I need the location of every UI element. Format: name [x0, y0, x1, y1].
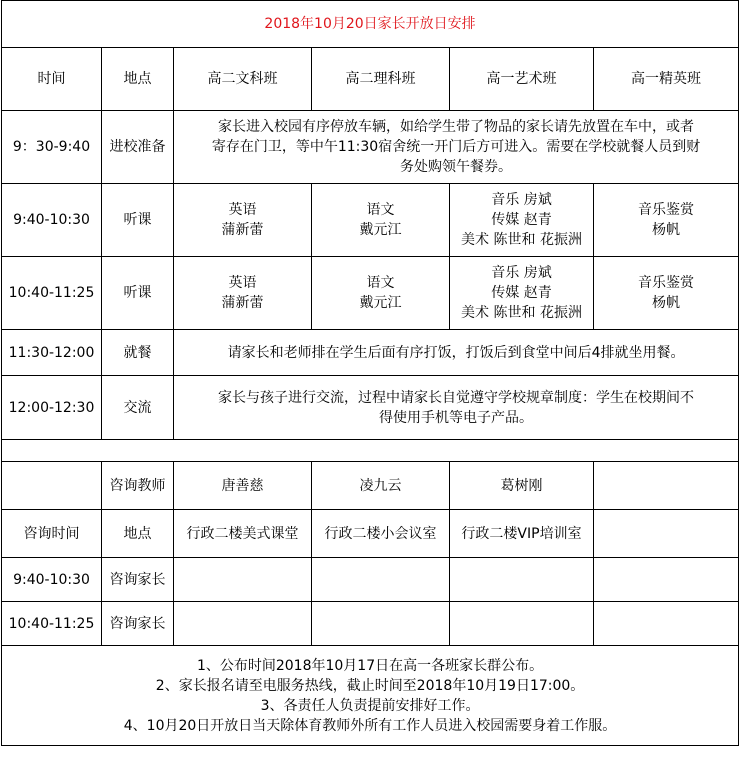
consult-teacher-label: 咨询教师 — [102, 462, 174, 510]
header-time: 时间 — [2, 48, 102, 111]
class1-art-line-1: 音乐 房斌 — [491, 192, 552, 208]
class2-subject-2: 语文 — [366, 275, 395, 291]
class2-subject-1: 英语 — [228, 275, 257, 291]
exchange-time: 12:00-12:30 — [2, 376, 102, 440]
class2-cell-4 — [594, 257, 739, 330]
class2-teacher-2: 戴元江 — [359, 295, 402, 311]
lunch-time: 11:30-12:00 — [2, 330, 102, 376]
class1-teacher-4: 杨帆 — [652, 222, 681, 238]
consult-slot-2-label: 咨询家长 — [102, 602, 174, 646]
consult-time-label: 咨询时间 — [2, 510, 102, 558]
consult-room-3: 行政二楼VIP培训室 — [450, 510, 594, 558]
class2-art-line-1: 音乐 房斌 — [491, 265, 552, 281]
class2-cell-1 — [174, 257, 312, 330]
consult-slot-1-time: 9:40-10:30 — [2, 558, 102, 602]
exchange-activity: 交流 — [102, 376, 174, 440]
header-place: 地点 — [102, 48, 174, 111]
entry-activity: 进校准备 — [102, 111, 174, 184]
class1-time: 9:40-10:30 — [2, 184, 102, 257]
note-item-3: 3、各责任人负责提前安排好工作。 — [260, 697, 480, 714]
class2-art-line-3: 美术 陈世和 花振洲 — [461, 305, 582, 321]
exchange-desc-line-1: 家长与孩子进行交流，过程中请家长自觉遵守学校规章制度：学生在校期间不 — [218, 389, 695, 406]
class1-activity: 听课 — [102, 184, 174, 257]
consult-slot-1-cell-3 — [450, 558, 594, 602]
schedule-table — [1, 0, 739, 746]
consult-teacher-1: 唐善慈 — [174, 462, 312, 510]
note-item-1: 1、公布时间2018年10月17日在高一各班家长群公布。 — [196, 657, 544, 674]
entry-desc-line-2: 寄存在门卫，等中午11:30宿舍统一开门后方可进入。需要在学校就餐人员到财 — [211, 139, 701, 155]
header-class-3: 高一艺术班 — [450, 48, 594, 111]
class1-teacher-2: 戴元江 — [359, 222, 402, 238]
consult-slot-2-cell-3 — [450, 602, 594, 646]
consult-blank-cell — [2, 462, 102, 510]
consult-slot-2-cell-2 — [312, 602, 450, 646]
class1-cell-2 — [312, 184, 450, 257]
lunch-description: 请家长和老师排在学生后面有序打饭，打饭后到食堂中间后4排就坐用餐。 — [174, 330, 739, 376]
header-class-2: 高二理科班 — [312, 48, 450, 111]
class2-teacher-1: 蒲新蕾 — [221, 295, 264, 311]
exchange-description — [174, 376, 739, 440]
class1-subject-2: 语文 — [366, 202, 395, 218]
notes-section — [2, 646, 739, 746]
consult-slot-1-cell-1 — [174, 558, 312, 602]
entry-time: 9：30-9:40 — [2, 111, 102, 184]
consult-teacher-4-empty — [594, 462, 739, 510]
exchange-desc-line-2: 得使用手机等电子产品。 — [379, 409, 534, 426]
class2-teacher-4: 杨帆 — [652, 295, 681, 311]
entry-description — [174, 111, 739, 184]
class1-subject-4: 音乐鉴赏 — [638, 202, 695, 218]
consult-slot-1-cell-4 — [594, 558, 739, 602]
class2-cell-3 — [450, 257, 594, 330]
page-title: 2018年10月20日家长开放日安排 — [2, 1, 739, 48]
consult-slot-2-time: 10:40-11:25 — [2, 602, 102, 646]
header-class-1: 高二文科班 — [174, 48, 312, 111]
consult-teacher-3: 葛树刚 — [450, 462, 594, 510]
spacer-row — [2, 440, 739, 462]
consult-slot-1-label: 咨询家长 — [102, 558, 174, 602]
class2-subject-4: 音乐鉴赏 — [638, 275, 695, 291]
entry-desc-line-3: 务处购领午餐券。 — [400, 159, 513, 175]
header-class-4: 高一精英班 — [594, 48, 739, 111]
consult-place-label: 地点 — [102, 510, 174, 558]
class2-art-line-2: 传媒 赵青 — [491, 285, 552, 301]
class1-teacher-1: 蒲新蕾 — [221, 222, 264, 238]
class2-cell-2 — [312, 257, 450, 330]
consult-slot-2-cell-1 — [174, 602, 312, 646]
class1-art-line-3: 美术 陈世和 花振洲 — [461, 232, 582, 248]
consult-slot-1-cell-2 — [312, 558, 450, 602]
class1-cell-4 — [594, 184, 739, 257]
class2-activity: 听课 — [102, 257, 174, 330]
consult-room-2: 行政二楼小会议室 — [312, 510, 450, 558]
class1-cell-1 — [174, 184, 312, 257]
class1-subject-1: 英语 — [228, 202, 257, 218]
consult-room-4-empty — [594, 510, 739, 558]
note-item-2: 2、家长报名请至电服务热线，截止时间至2018年10月19日17:00。 — [155, 677, 585, 694]
class2-time: 10:40-11:25 — [2, 257, 102, 330]
class1-art-line-2: 传媒 赵青 — [491, 212, 552, 228]
note-item-4: 4、10月20日开放日当天除体育教师外所有工作人员进入校园需要身着工作服。 — [123, 717, 617, 734]
consult-teacher-2: 凌九云 — [312, 462, 450, 510]
class1-cell-3 — [450, 184, 594, 257]
lunch-activity: 就餐 — [102, 330, 174, 376]
entry-desc-line-1: 家长进入校园有序停放车辆，如给学生带了物品的家长请先放置在车中，或者 — [218, 119, 695, 135]
consult-room-1: 行政二楼美式课堂 — [174, 510, 312, 558]
consult-slot-2-cell-4 — [594, 602, 739, 646]
